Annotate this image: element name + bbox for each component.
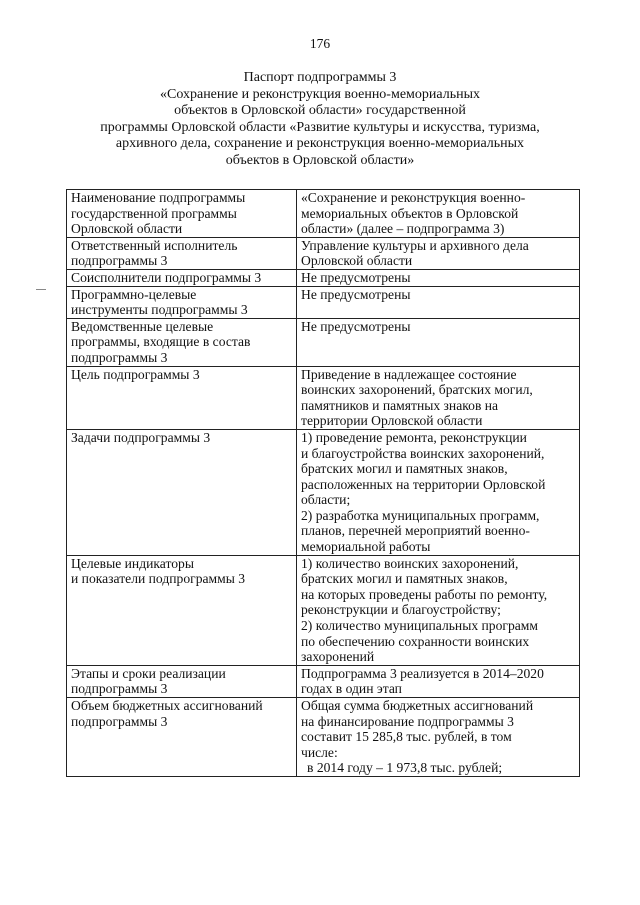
row-value-line: 2) количество муниципальных программ <box>301 618 539 634</box>
row-value-line: по обеспечению сохранности воинских <box>301 633 530 649</box>
row-label-line: инструменты подпрограммы 3 <box>71 302 248 318</box>
row-value-line: Подпрограмма 3 реализуется в 2014–2020 <box>301 665 544 681</box>
row-value-line: Управление культуры и архивного дела <box>301 237 529 253</box>
row-value-cell <box>297 429 580 555</box>
row-value-cell <box>297 555 580 665</box>
table-body <box>67 190 580 777</box>
title-line: программы Орловской области «Развитие культуры и искусства, туризма, <box>100 119 540 135</box>
row-label-line: подпрограммы 3 <box>71 253 168 269</box>
row-value-cell <box>297 190 580 238</box>
title-line: объектов в Орловской области» государственной <box>174 103 466 119</box>
row-label-line: Этапы и сроки реализации <box>71 665 226 681</box>
document-title <box>60 70 580 170</box>
title-line: объектов в Орловской области» <box>225 152 415 168</box>
row-label-cell <box>67 555 297 665</box>
row-label-line: Соисполнители подпрограммы 3 <box>71 269 262 285</box>
page-number: 176 <box>309 36 331 51</box>
row-label-line: Целевые индикаторы <box>71 555 194 571</box>
row-label-line: Объем бюджетных ассигнований <box>71 698 263 713</box>
row-value-line: составит 15 285,8 тыс. рублей, в том <box>301 729 512 745</box>
row-value-cell <box>297 366 580 429</box>
title-line: «Сохранение и реконструкция военно-мемориальных <box>159 86 481 102</box>
row-value-line: Приведение в надлежащее состояние <box>301 366 517 382</box>
row-value-line: мемориальной работы <box>301 539 431 555</box>
row-label-cell <box>67 318 297 366</box>
row-value-line: братских могил и памятных знаков, <box>301 571 508 587</box>
row-value-cell <box>297 698 580 777</box>
row-value-line: «Сохранение и реконструкция военно- <box>301 190 526 205</box>
passport-table <box>66 189 580 777</box>
row-label-line: подпрограммы 3 <box>71 713 168 729</box>
row-label-cell <box>67 286 297 318</box>
row-label-line: Наименование подпрограммы <box>71 190 246 205</box>
table-row <box>67 237 580 269</box>
row-value-line: и благоустройства воинских захоронений, <box>301 445 545 461</box>
row-value-line: числе: <box>301 744 338 760</box>
row-value-line: планов, перечней мероприятий военно- <box>301 523 530 539</box>
row-value-line: воинских захоронений, братских могил, <box>301 382 533 398</box>
table-row <box>67 429 580 555</box>
row-label-line: Орловской области <box>71 221 183 237</box>
row-value-line: 1) количество воинских захоронений, <box>301 555 519 571</box>
row-label-line: Ведомственные целевые <box>71 318 214 334</box>
row-label-cell <box>67 237 297 269</box>
row-label-line: Задачи подпрограммы 3 <box>71 429 211 445</box>
margin-mark <box>36 289 46 290</box>
row-value-cell <box>297 286 580 318</box>
row-label-cell <box>67 269 297 286</box>
row-label-cell <box>67 665 297 697</box>
row-label-line: программы, входящие в состав <box>71 334 251 350</box>
row-label-line: и показатели подпрограммы 3 <box>71 571 246 587</box>
row-value-line: Не предусмотрены <box>301 286 411 302</box>
row-value-line: Орловской области <box>301 253 413 269</box>
row-value-cell <box>297 318 580 366</box>
row-label-line: подпрограммы 3 <box>71 681 168 697</box>
row-label-line: государственной программы <box>71 205 237 221</box>
table-row <box>67 318 580 366</box>
row-value-line: Не предусмотрены <box>301 318 411 334</box>
row-value-cell <box>297 269 580 286</box>
title-line: архивного дела, сохранение и реконструкция военно-мемориальных <box>115 136 525 152</box>
table-row <box>67 698 580 777</box>
row-value-line: в 2014 году – 1 973,8 тыс. рублей; <box>307 760 503 776</box>
row-value-line: на финансирование подпрограммы 3 <box>301 713 514 729</box>
row-value-line: территории Орловской области <box>301 413 483 429</box>
row-label-line: Программно-целевые <box>71 286 197 302</box>
row-value-line: 1) проведение ремонта, реконструкции <box>301 429 527 445</box>
row-label-cell <box>67 366 297 429</box>
row-value-line: реконструкции и благоустройству; <box>301 602 501 618</box>
row-label-line: Цель подпрограммы 3 <box>71 366 200 382</box>
row-label-cell <box>67 429 297 555</box>
table-row <box>67 269 580 286</box>
table-row <box>67 366 580 429</box>
row-value-line: годах в один этап <box>301 681 402 697</box>
row-value-cell <box>297 665 580 697</box>
row-value-line: 2) разработка муниципальных программ, <box>301 507 540 523</box>
row-value-line: мемориальных объектов в Орловской <box>301 205 519 221</box>
row-value-line: Общая сумма бюджетных ассигнований <box>301 698 534 713</box>
table-row <box>67 555 580 665</box>
row-value-line: области; <box>301 492 351 508</box>
row-label-line: подпрограммы 3 <box>71 349 168 365</box>
row-value-line: братских могил и памятных знаков, <box>301 461 508 477</box>
row-value-line: захоронений <box>301 649 375 665</box>
table-row <box>67 190 580 238</box>
row-label-cell <box>67 698 297 777</box>
row-value-cell <box>297 237 580 269</box>
row-value-line: области» (далее – подпрограмма 3) <box>301 221 505 237</box>
table-row <box>67 286 580 318</box>
row-label-line: Ответственный исполнитель <box>71 237 238 253</box>
title-line: Паспорт подпрограммы 3 <box>243 70 397 85</box>
row-value-line: на которых проведены работы по ремонту, <box>301 586 548 602</box>
row-label-cell <box>67 190 297 238</box>
row-value-line: расположенных на территории Орловской <box>301 476 546 492</box>
row-value-line: памятников и памятных знаков на <box>301 397 499 413</box>
row-value-line: Не предусмотрены <box>301 269 411 285</box>
table-row <box>67 665 580 697</box>
